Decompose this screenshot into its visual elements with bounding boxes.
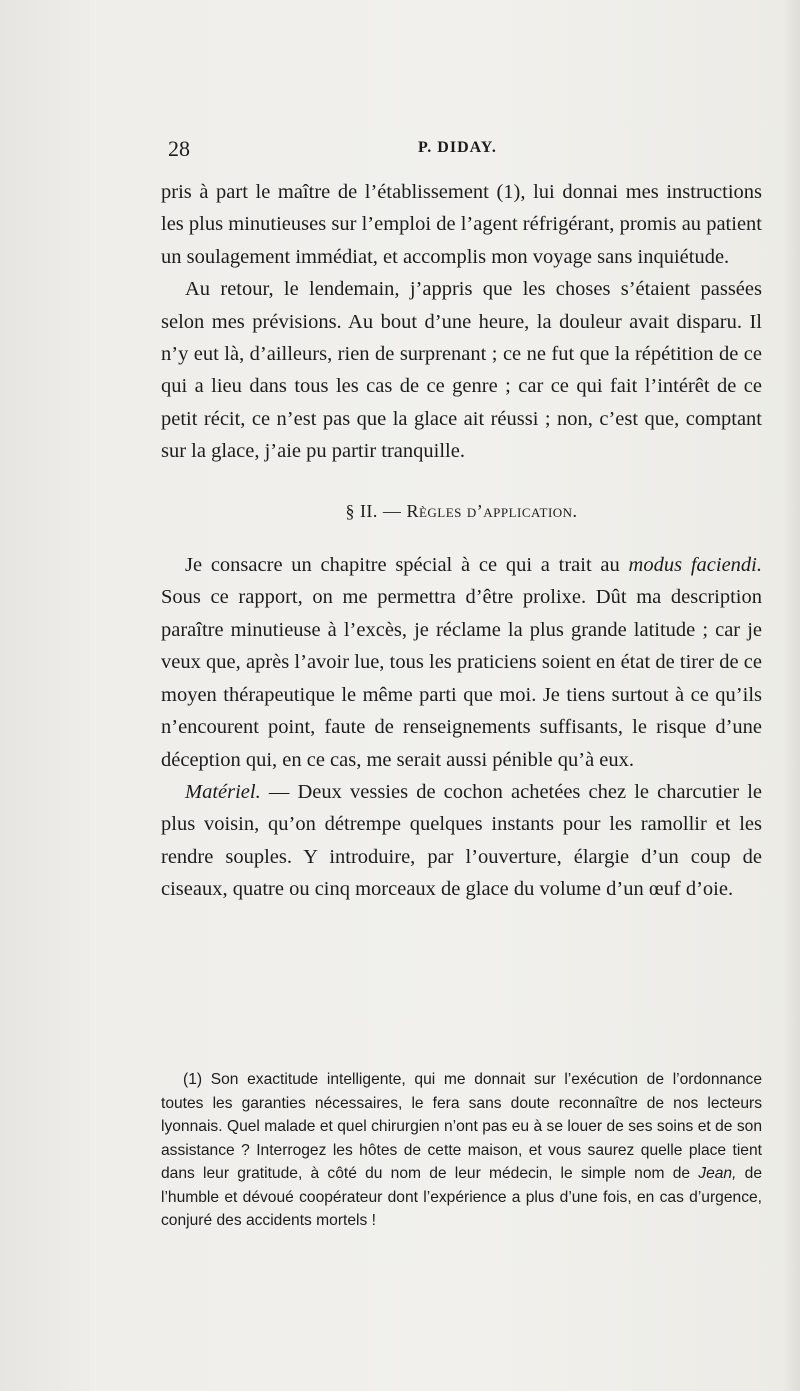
paragraph-return: Au retour, le lendemain, j’appris que les choses s’étaient passées selon mes prévisions. Au bout d’une heure, la douleur avait disparu. Il n’y eut là, d’ailleurs, rien de surprenant ; ce ne fut que la répétition de ce qui a lieu dans tous les cas de ce genre ; car ce qui fait l’intérêt de ce petit récit, ce n’est pas que la glace ait réussi ; non, c’est que, comptant sur la glace, j’aie pu partir tranquille.: [161, 278, 762, 463]
materiel-label: Matériel.: [185, 780, 261, 803]
page-number: 28: [168, 136, 190, 161]
paragraph-text: Je consacre un chapitre spécial à ce qui a trait au: [185, 554, 629, 577]
latin-phrase: modus faciendi.: [628, 554, 762, 577]
section-heading: [161, 495, 762, 527]
paragraph-continuation: pris à part le maître de l’établissement (1), lui donnai mes instructions les plus minutieuses sur l’emploi de l’agent réfrigérant, promis au patient un soulagement immédiat, et accomplis mon voyage sans inquiétude.: [161, 181, 762, 268]
main-text: [161, 176, 762, 906]
running-head: [168, 136, 728, 166]
footnote: [161, 1068, 762, 1233]
paragraph-modus-faciendi: [161, 549, 762, 776]
running-title: P. DIDAY.: [418, 139, 497, 156]
paragraph-materiel: [161, 776, 762, 906]
footnote-text: de l’humble et dévoué coopérateur dont l’expérience a plus d’une fois, en cas d’urgence, conjuré des accidents mortels !: [161, 1165, 763, 1229]
page-edge-shadow: [782, 0, 800, 1391]
paragraph-text: Sous ce rapport, on me permettra d’être prolixe. Dût ma description paraître minutieuse à l’excès, je réclame la plus grande latitude ; car je veux que, après l’avoir lue, tous les praticiens soient en état de tirer de ce moyen thérapeutique le même parti que moi. Je tiens surtout à ce qu’ils n’encourent point, faute de renseignements suffisants, le risque d’une déception qui, en ce cas, me serait aussi pénible qu’à eux.: [161, 586, 762, 771]
section-title: Règles d’application.: [406, 500, 578, 521]
footnote-1: [161, 1068, 762, 1233]
paragraph-text: — Deux vessies de cochon achetées chez le charcutier le plus voisin, qu’on détrempe quelques instants pour les ramollir et les rendre souples. Y introduire, par l’ouverture, élargie d’un coup de ciseaux, quatre ou cinq morceaux de glace du volume d’un œuf d’oie.: [161, 780, 762, 901]
section-number: § II. —: [345, 500, 402, 521]
footnote-text: (1) Son exactitude intelligente, qui me donnait sur l’exécution de l’ordonnance toutes les garanties nécessaires, le fera sans doute reconnaître de nos lecteurs lyonnais. Quel malade et quel chirurgien n’ont pas eu à se louer de ses soins et de son assistance ? Interrogez les hôtes de cette maison, et vous saurez quelle place tient dans leur gratitude, à côté du nom de leur médecin, le simple nom de: [161, 1071, 762, 1182]
footnote-name: Jean,: [698, 1165, 737, 1182]
